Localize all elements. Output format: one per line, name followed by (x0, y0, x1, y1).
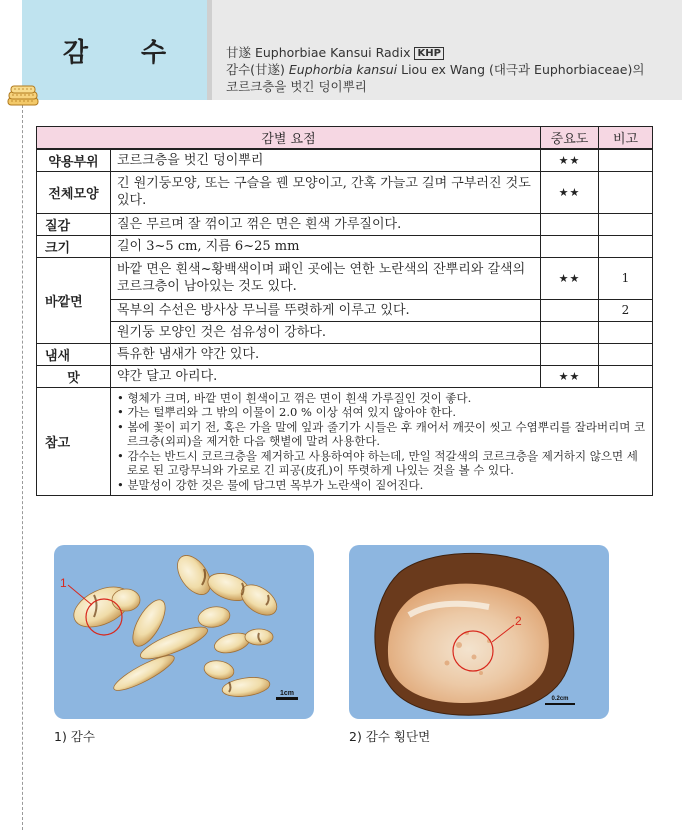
row-label: 냄새 (37, 343, 111, 365)
importance-stars: ★★ (541, 171, 599, 213)
note-cell (599, 235, 653, 257)
marker-label-2: 2 (515, 614, 522, 628)
photo-kansui-roots (54, 545, 314, 719)
table-row (37, 149, 653, 172)
reference-list (111, 388, 652, 496)
title-box (22, 0, 207, 100)
row-description: 원기둥 모양인 것은 섬유성이 강하다. (111, 321, 541, 343)
row-label: 크기 (37, 235, 111, 257)
page-title: 감 수 (62, 37, 189, 68)
row-label: 맛 (37, 365, 111, 387)
col-header-importance: 중요도 (541, 127, 599, 149)
scale-bar (545, 703, 575, 705)
figure-caption-2: 2) 감수 횡단면 (349, 729, 431, 744)
header-description (226, 44, 676, 95)
row-description: 목부의 수선은 방사상 무늬를 뚜렷하게 이루고 있다. (111, 299, 541, 321)
khp-badge: KHP (414, 47, 443, 60)
note-cell (599, 343, 653, 365)
row-description: 질은 무르며 잘 꺾이고 꺾은 면은 흰색 가루질이다. (111, 213, 541, 235)
row-label: 바깥면 (37, 257, 111, 343)
identification-table (36, 126, 653, 496)
row-label: 질감 (37, 213, 111, 235)
table-row (37, 343, 653, 365)
importance-stars: ★★ (541, 257, 599, 299)
table-header-row (37, 127, 653, 149)
herb-name: 감수(甘遂) (226, 62, 285, 77)
importance-stars: ★★ (541, 365, 599, 387)
row-description: 코르크층을 벗긴 덩이뿌리 (111, 149, 541, 172)
list-item: • 분말성이 강한 것은 물에 담그면 목부가 노란색이 짙어진다. (117, 478, 646, 493)
note-cell (599, 365, 653, 387)
header-line-2 (226, 61, 676, 78)
importance-stars (541, 299, 599, 321)
species-name: Euphorbia kansui (288, 62, 398, 77)
importance-stars (541, 321, 599, 343)
list-item: • 봄에 꽃이 피기 전, 혹은 가을 말에 잎과 줄기가 시들은 후 캐어서 깨끗이 씻고 수염뿌리를 잘라버리며 코르크층(외피)을 제거한 다음 햇볕에 말려 사용한다. (117, 420, 646, 449)
marker-label-1: 1 (60, 576, 67, 590)
note-cell (599, 321, 653, 343)
header-line-3: 코르크층을 벗긴 덩이뿌리 (226, 79, 367, 94)
scale-bar (276, 697, 298, 700)
row-label: 약용부위 (37, 149, 111, 172)
list-item: • 형체가 크며, 바깥 면이 흰색이고 꺾은 면이 흰색 가루질인 것이 좋다. (117, 391, 646, 406)
row-description: 약간 달고 아리다. (111, 365, 541, 387)
row-description: 길이 3~5 cm, 지름 6~25 mm (111, 235, 541, 257)
importance-stars: ★★ (541, 149, 599, 172)
importance-stars (541, 213, 599, 235)
species-author: Liou ex Wang (대극과 Euphorbiaceae)의 (401, 62, 645, 77)
figure-caption-1: 1) 감수 (54, 729, 95, 744)
margin-guide (22, 100, 23, 830)
note-cell: 1 (599, 257, 653, 299)
photo-kansui-cross-section (349, 545, 609, 719)
table-row (37, 299, 653, 321)
scale-label: 0.2cm (551, 696, 569, 702)
list-item: • 감수는 반드시 코르크층을 제거하고 사용하여야 하는데, 만일 적갈색의 코르크층을 제거하지 않으면 세로로 된 고랑무늬와 가로로 긴 피공(皮孔)이 뚜렷하게 나있는 것을 볼 수 있다. (117, 449, 646, 478)
list-item: • 가는 털뿌리와 그 밖의 이물이 2.0 % 이상 섞여 있지 않아야 한다. (117, 405, 646, 420)
cross-section-illustration (349, 545, 609, 719)
note-cell (599, 213, 653, 235)
note-cell: 2 (599, 299, 653, 321)
table-row (37, 387, 653, 496)
table-row (37, 365, 653, 387)
importance-stars (541, 235, 599, 257)
table-row (37, 321, 653, 343)
herb-bundle-icon (6, 80, 40, 108)
latin-name: 甘遂 Euphorbiae Kansui Radix (226, 45, 411, 60)
reference-notes (111, 387, 653, 496)
importance-stars (541, 343, 599, 365)
col-header-note: 비고 (599, 127, 653, 149)
row-description: 긴 원기둥모양, 또는 구슬을 꿴 모양이고, 간혹 가늘고 길며 구부러진 것도 있다. (111, 171, 541, 213)
table-row (37, 257, 653, 299)
table-row (37, 171, 653, 213)
header-line-1 (226, 44, 676, 61)
row-description: 바깥 면은 흰색~황백색이며 패인 곳에는 연한 노란색의 잔뿌리와 갈색의 코르크층이 남아있는 것도 있다. (111, 257, 541, 299)
col-header-main: 감별 요점 (37, 127, 541, 149)
scale-label: 1cm (279, 690, 295, 697)
table-row (37, 213, 653, 235)
row-label: 참고 (37, 387, 111, 496)
note-cell (599, 171, 653, 213)
row-description: 특유한 냄새가 약간 있다. (111, 343, 541, 365)
row-label: 전체모양 (37, 171, 111, 213)
table-row (37, 235, 653, 257)
roots-illustration (54, 545, 314, 719)
note-cell (599, 149, 653, 172)
